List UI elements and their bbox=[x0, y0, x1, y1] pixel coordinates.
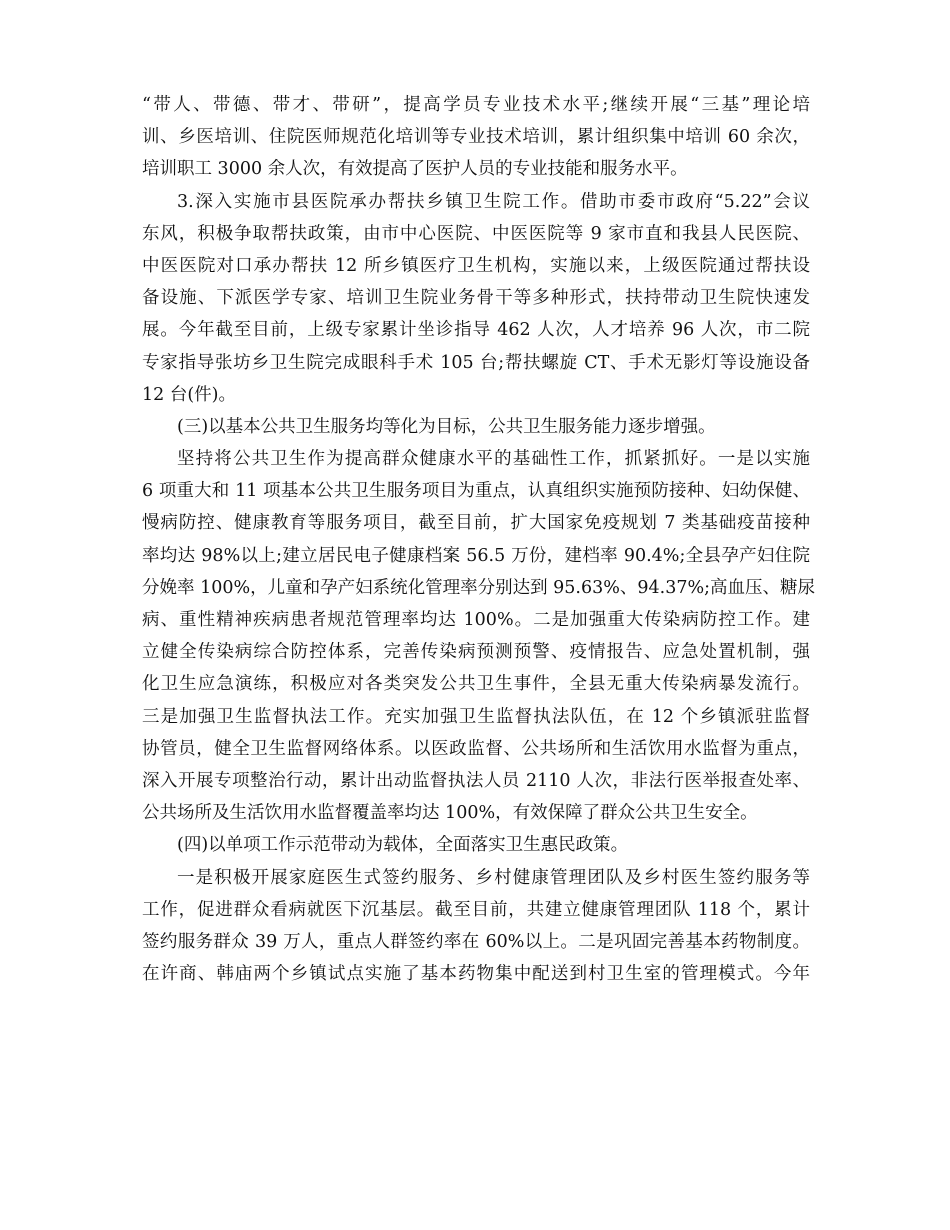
text-line: 签约服务群众 39 万人，重点人群签约率在 60%以上。二是巩固完善基本药物制度。 bbox=[142, 931, 810, 952]
text-line: 6 项重大和 11 项基本公共卫生服务项目为重点，认真组织实施预防接种、妇幼保健、 bbox=[142, 481, 810, 502]
text-line: 慢病防控、健康教育等服务项目，截至目前，扩大国家免疫规划 7 类基础疫苗接种 bbox=[142, 513, 810, 534]
text-line: 工作，促进群众看病就医下沉基层。截至目前，共建立健康管理团队 118 个，累计 bbox=[142, 899, 810, 920]
text-line: 坚持将公共卫生作为提高群众健康水平的基础性工作，抓紧抓好。一是以实施 bbox=[177, 449, 810, 470]
text-line: 分娩率 100%，儿童和孕产妇系统化管理率分别达到 95.63%、94.37%;高血压、糖尿 bbox=[142, 577, 816, 598]
text-line: 三是加强卫生监督执法工作。充实加强卫生监督执法队伍，在 12 个乡镇派驻监督 bbox=[142, 706, 810, 727]
text-line: 深入开展专项整治行动，累计出动监督执法人员 2110 人次，非法行医举报查处率、 bbox=[142, 770, 810, 791]
text-line: 一是积极开展家庭医生式签约服务、乡村健康管理团队及乡村医生签约服务等 bbox=[177, 867, 810, 888]
text-line: 备设施、下派医学专家、培训卫生院业务骨干等多种形式，扶持带动卫生院快速发 bbox=[142, 288, 810, 309]
text-line: 3.深入实施市县医院承办帮扶乡镇卫生院工作。借助市委市政府“5.22”会议 bbox=[177, 191, 810, 212]
text-line: 在许商、韩庙两个乡镇试点实施了基本药物集中配送到村卫生室的管理模式。今年 bbox=[142, 964, 810, 985]
text-line: 协管员，健全卫生监督网络体系。以医政监督、公共场所和生活饮用水监督为重点， bbox=[142, 738, 810, 759]
text-line: 培训职工 3000 余人次，有效提高了医护人员的专业技能和服务水平。 bbox=[142, 159, 688, 180]
text-line: (三)以基本公共卫生服务均等化为目标，公共卫生服务能力逐步增强。 bbox=[177, 416, 716, 437]
text-line: 中医医院对口承办帮扶 12 所乡镇医疗卫生机构，实施以来，上级医院通过帮扶设 bbox=[142, 255, 810, 276]
text-line: 化卫生应急演练，积极应对各类突发公共卫生事件，全县无重大传染病暴发流行。 bbox=[142, 674, 810, 695]
text-line: 病、重性精神疾病患者规范管理率均达 100%。二是加强重大传染病防控工作。建 bbox=[142, 610, 810, 630]
text-line: 训、乡医培训、住院医师规范化培训等专业技术培训，累计组织集中培训 60 余次， bbox=[142, 127, 810, 148]
text-line: 展。今年截至目前，上级专家累计坐诊指导 462 人次，人才培养 96 人次，市二院 bbox=[142, 320, 810, 341]
text-line: 立健全传染病综合防控体系，完善传染病预测预警、疫情报告、应急处置机制，强 bbox=[142, 642, 810, 663]
text-line: 12 台(件)。 bbox=[142, 384, 236, 405]
document-body bbox=[142, 89, 816, 990]
text-line: (四)以单项工作示范带动为载体，全面落实卫生惠民政策。 bbox=[177, 835, 629, 856]
document-page bbox=[142, 89, 816, 990]
text-line: 公共场所及生活饮用水监督覆盖率均达 100%，有效保障了群众公共卫生安全。 bbox=[142, 803, 758, 824]
text-line: 率均达 98%以上;建立居民电子健康档案 56.5 万份，建档率 90.4%;全县孕产妇住院 bbox=[142, 545, 810, 566]
text-line: “带人、带德、带才、带研”，提高学员专业技术水平;继续开展“三基”理论培 bbox=[142, 95, 810, 115]
text-line: 专家指导张坊乡卫生院完成眼科手术 105 台;帮扶螺旋 CT、手术无影灯等设施设备 bbox=[142, 352, 810, 373]
text-line: 东风，积极争取帮扶政策，由市中心医院、中医医院等 9 家市直和我县人民医院、 bbox=[142, 223, 810, 244]
